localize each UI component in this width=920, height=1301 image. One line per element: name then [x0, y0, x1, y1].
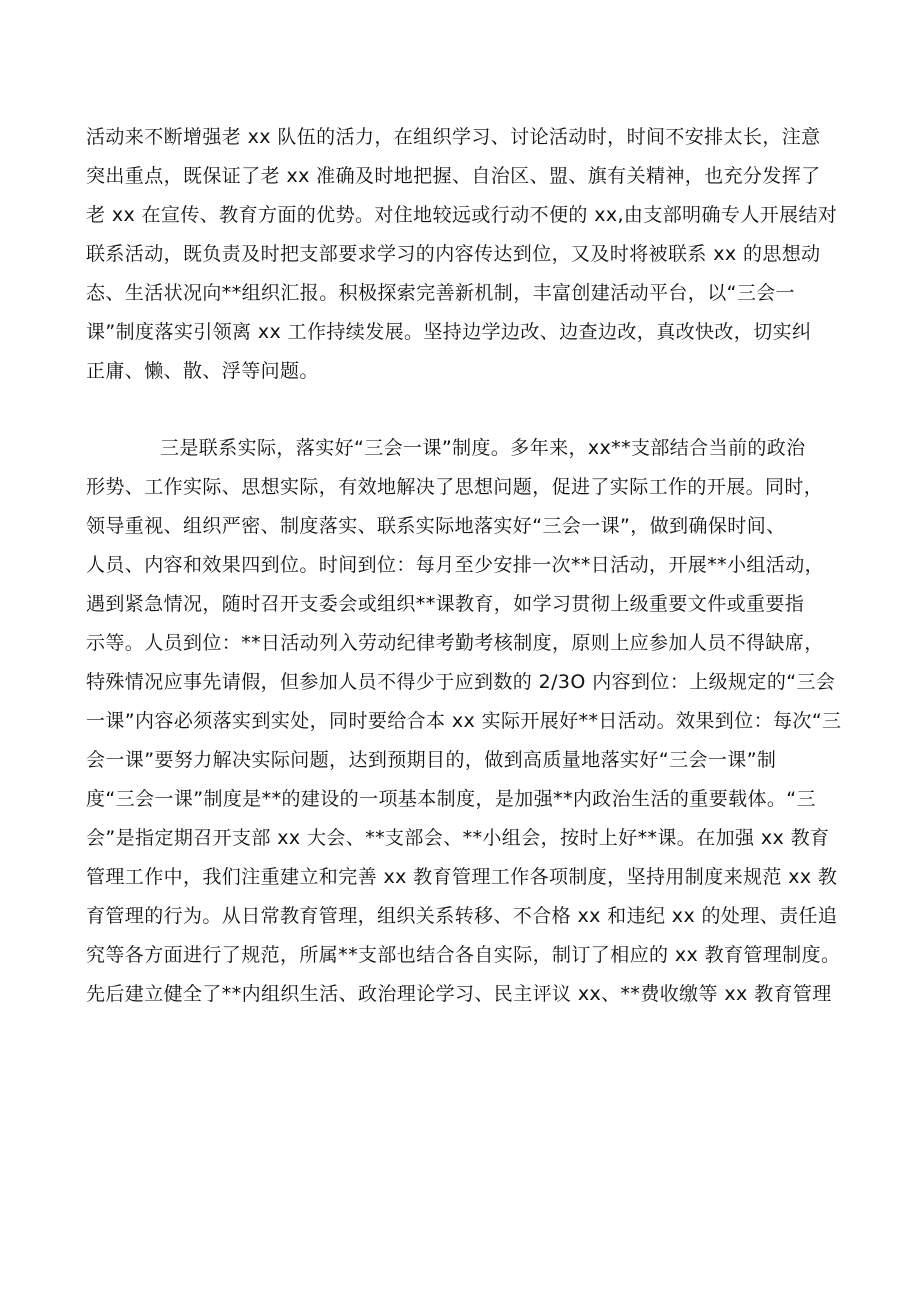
text-line: 究等各方面进行了规范，所属**支部也结合各自实际，制订了相应的 xx 教育管理制度。	[86, 944, 841, 966]
text-line: 正庸、懒、散、浮等问题。	[86, 360, 319, 382]
text-line: 特殊情况应事先请假，但参加人员不得少于应到数的 2/3O 内容到位：上级规定的“三会	[86, 671, 836, 693]
text-line: 课”制度落实引领离 xx 工作持续发展。坚持边学边改、边查边改，真改快改，切实纠	[86, 321, 812, 343]
text-line: 度“三会一课”制度是**的建设的一项基本制度，是加强**内政治生活的重要载体。“三	[86, 788, 816, 810]
text-line: 先后建立健全了**内组织生活、政治理论学习、民主评议 xx、**费收缴等 xx 教育管理	[86, 983, 832, 1005]
text-line: 会”是指定期召开支部 xx 大会、**支部会、**小组会，按时上好**课。在加强 xx 教育	[86, 827, 830, 849]
text-line: 遇到紧急情况，随时召开支委会或组织**课教育，如学习贯彻上级重要文件或重要指	[86, 593, 805, 615]
text-line: 管理工作中，我们注重建立和完善 xx 教育管理工作各项制度，坚持用制度来规范 xx 教	[86, 866, 838, 888]
text-line: 态、生活状况向**组织汇报。积极探索完善新机制，丰富创建活动平台，以“三会一	[86, 282, 796, 304]
text-line: 联系活动，既负责及时把支部要求学习的内容传达到位，又及时将被联系 xx 的思想动	[86, 243, 821, 265]
text-line: 形势、工作实际、思想实际，有效地解决了思想问题，促进了实际工作的开展。同时，	[86, 476, 824, 498]
text-line: 活动来不断增强老 xx 队伍的活力，在组织学习、讨论活动时，时间不安排太长，注意	[86, 126, 821, 148]
text-line: 育管理的行为。从日常教育管理，组织关系转移、不合格 xx 和违纪 xx 的处理、责任追	[86, 905, 838, 927]
text-line: 一课”内容必须落实到实处，同时要给合本 xx 实际开展好**日活动。效果到位：每次“三	[86, 710, 842, 732]
text-line: 会一课”要努力解决实际问题，达到预期目的，做到高质量地落实好“三会一课”制	[86, 749, 777, 771]
text-line: 人员、内容和效果四到位。时间到位：每月至少安排一次**日活动，开展**小组活动，	[86, 554, 825, 576]
text-line: 示等。人员到位：**日活动列入劳动纪律考勤考核制度，原则上应参加人员不得缺席，	[86, 632, 824, 654]
text-line: 领导重视、组织严密、制度落实、联系实际地落实好“三会一课”，做到确保时间、	[86, 515, 786, 537]
paragraph-first-line: 三是联系实际，落实好“三会一课”制度。多年来，xx**支部结合当前的政治	[160, 437, 806, 459]
text-line: 突出重点，既保证了老 xx 准确及时地把握、自治区、盟、旗有关精神，也充分发挥了	[86, 165, 821, 187]
text-line: 老 xx 在宣传、教育方面的优势。对住地较远或行动不便的 xx,由支部明确专人开展结对	[86, 204, 838, 226]
